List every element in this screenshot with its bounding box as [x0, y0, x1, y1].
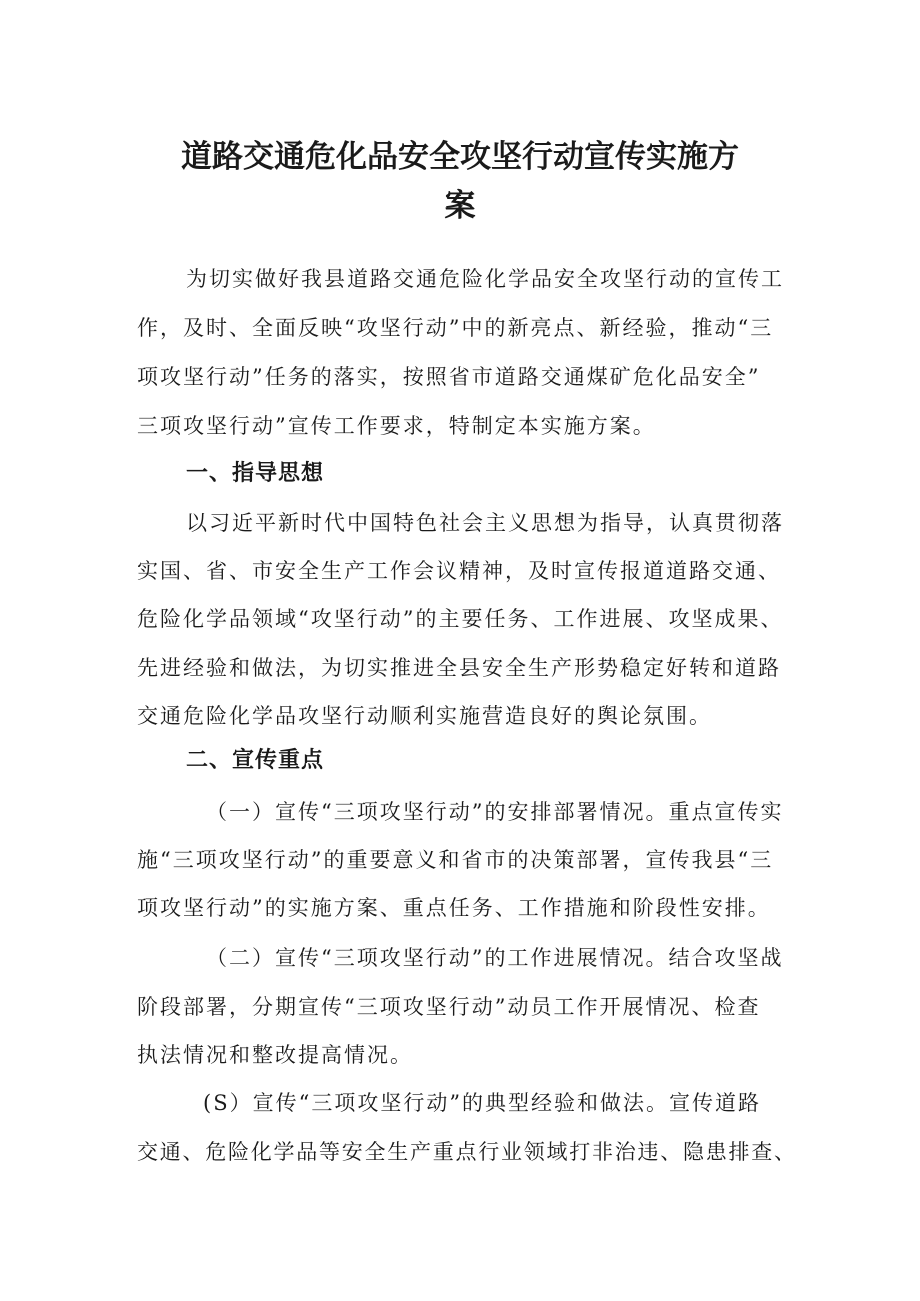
intro-line-1: 为切实做好我县道路交通危险化学品安全攻坚行动的宣传工: [186, 267, 784, 291]
document-title-line-1: 道路交通危化品安全攻坚行动宣传实施方: [181, 139, 739, 175]
section1-line-1: 以习近平新时代中国特色社会主义思想为指导，认真贯彻落: [186, 511, 784, 535]
item1-line-3: 项攻坚行动”的实施方案、重点任务、工作措施和阶段性安排。: [137, 896, 771, 920]
item2-line-3: 执法情况和整改提高情况。: [137, 1043, 413, 1067]
document-title-line-2: 案: [444, 188, 476, 224]
item3-line-1: (S）宣传“三项攻坚行动”的典型经验和做法。宣传道路: [203, 1091, 762, 1115]
intro-line-4: 三项攻坚行动”宣传工作要求，特制定本实施方案。: [137, 414, 656, 438]
item1-line-2: 施“三项攻坚行动”的重要意义和省市的决策部署，宣传我县“三: [137, 848, 774, 872]
intro-line-3: 项攻坚行动”任务的落实，按照省市道路交通煤矿危化品安全”: [137, 365, 761, 389]
item1-line-1: （一）宣传“三项攻坚行动”的安排部署情况。重点宣传实: [206, 800, 784, 824]
section-heading-publicity-focus: 二、宣传重点: [186, 748, 325, 773]
section1-line-5: 交通危险化学品攻坚行动顺利实施营造良好的舆论氛围。: [137, 704, 712, 728]
intro-line-2: 作，及时、全面反映“攻坚行动”中的新亮点、新经验，推动“三: [137, 316, 774, 340]
item2-line-1: （二）宣传“三项攻坚行动”的工作进展情况。结合攻坚战: [206, 946, 784, 970]
item3-line-2: 交通、危险化学品等安全生产重点行业领域打非治违、隐患排查、: [137, 1140, 797, 1164]
section1-line-3: 危险化学品领域“攻坚行动”的主要任务、工作进展、攻坚成果、: [137, 607, 784, 631]
section-heading-guiding-ideology: 一、指导思想: [186, 461, 325, 486]
item2-line-2: 阶段部署，分期宣传“三项攻坚行动”动员工作开展情况、检查: [137, 995, 761, 1019]
section1-line-4: 先进经验和做法，为切实推进全县安全生产形势稳定好转和道路: [137, 656, 781, 680]
section1-line-2: 实国、省、市安全生产工作会议精神，及时宣传报道道路交通、: [137, 559, 781, 583]
